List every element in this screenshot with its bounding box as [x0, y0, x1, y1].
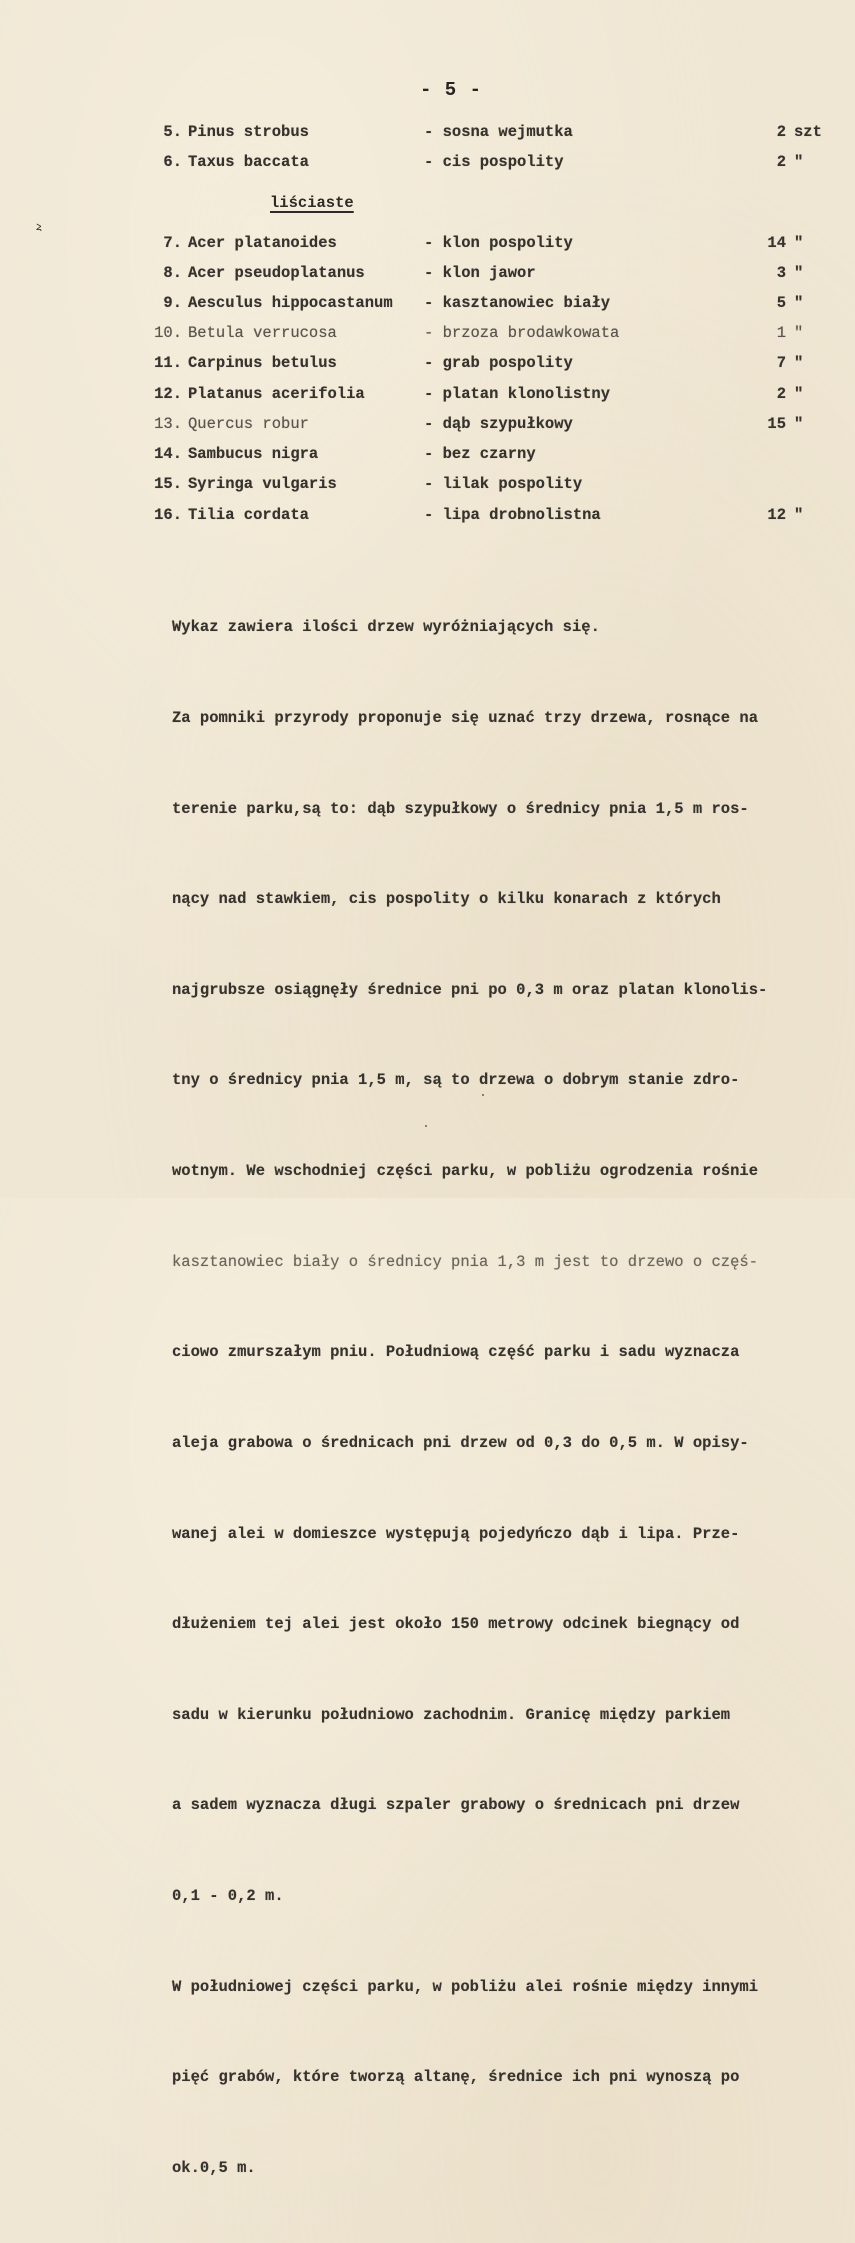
- polish-name: - cis pospolity: [424, 153, 564, 171]
- polish-name: - kasztanowiec biały: [424, 294, 611, 312]
- polish-name: - klon jawor: [424, 264, 536, 282]
- text-line: a sadem wyznacza długi szpaler grabowy o średnicach pni drzew: [172, 1796, 740, 1815]
- text-line: terenie parku,są to: dąb szypułkowy o średnicy pnia 1,5 m ros-: [172, 799, 749, 818]
- latin-name: 12. Platanus acerifolia: [154, 385, 365, 403]
- unit: ": [794, 234, 804, 252]
- text-line: Za pomniki przyrody proponuje się uznać trzy drzewa, rosnące na: [172, 709, 758, 728]
- polish-name: - bez czarny: [424, 445, 536, 463]
- quantity: 12: [767, 506, 786, 524]
- unit: ": [794, 324, 804, 342]
- latin-name: 14. Sambucus nigra: [154, 445, 319, 463]
- text-line: nący nad stawkiem, cis pospolity o kilku konarach z których: [172, 890, 721, 909]
- latin-name: 13. Quercus robur: [154, 415, 309, 433]
- latin-name: 11. Carpinus betulus: [154, 354, 337, 372]
- text-line: dłużeniem tej alei jest około 150 metrowy odcinek biegnący od: [172, 1615, 740, 1634]
- latin-name: 8. Acer pseudoplatanus: [163, 264, 365, 282]
- text-line: kasztanowiec biały o średnicy pnia 1,3 m jest to drzewo o częś-: [172, 1252, 758, 1271]
- text-line: ciowo zmurszałym pniu. Południową część parku i sadu wyznacza: [172, 1343, 740, 1362]
- quantity: 2: [776, 123, 786, 141]
- text-line: 0,1 - 0,2 m.: [172, 1886, 284, 1905]
- quantity: 15: [767, 415, 786, 433]
- polish-name: - dąb szypułkowy: [424, 415, 573, 433]
- polish-name: - grab pospolity: [424, 354, 573, 372]
- quantity: 5: [776, 294, 786, 312]
- quantity: 3: [776, 264, 786, 282]
- unit: ": [794, 294, 804, 312]
- text-line: najgrubsze osiągnęły średnice pni po 0,3 m oraz platan klonolis-: [172, 980, 768, 999]
- latin-name: 15. Syringa vulgaris: [154, 475, 337, 493]
- polish-name: - platan klonolistny: [424, 385, 611, 403]
- polish-name: - brzoza brodawkowata: [424, 324, 620, 342]
- polish-name: - lipa drobnolistna: [424, 506, 601, 524]
- text-line: W południowej części parku, w pobliżu alei rośnie między innymi: [172, 1977, 758, 1996]
- text-line: ok.0,5 m.: [172, 2158, 256, 2177]
- page-number: - 5 -: [420, 79, 483, 101]
- text-line: pięć grabów, które tworzą altanę, średnice ich pni wynoszą po: [172, 2068, 740, 2087]
- latin-name: 10. Betula verrucosa: [154, 324, 337, 342]
- paper-speck: [425, 1125, 427, 1127]
- text-line: wotnym. We wschodniej części parku, w pobliżu ogrodzenia rośnie: [172, 1162, 758, 1181]
- text-line: sadu w kierunku południowo zachodnim. Granicę między parkiem: [172, 1705, 731, 1724]
- margin-mark: ⲹ: [36, 220, 42, 234]
- latin-name: 7. Acer platanoides: [163, 234, 337, 252]
- quantity: 7: [776, 354, 786, 372]
- polish-name: - lilak pospolity: [424, 475, 583, 493]
- latin-name: 6. Taxus baccata: [163, 153, 309, 171]
- polish-name: - klon pospolity: [424, 234, 573, 252]
- polish-name: - sosna wejmutka: [424, 123, 573, 141]
- latin-name: 9. Aesculus hippocastanum: [163, 294, 393, 312]
- quantity: 14: [767, 234, 786, 252]
- text-line: wanej alei w domieszce występują pojedyńczo dąb i lipa. Prze-: [172, 1524, 740, 1543]
- unit: ": [794, 264, 804, 282]
- text-line: Wykaz zawiera ilości drzew wyróżniających się.: [172, 618, 600, 637]
- body-text: [172, 552, 832, 2243]
- section-heading-deciduous: liściaste: [270, 194, 354, 212]
- latin-name: 16. Tilia cordata: [154, 506, 309, 524]
- unit: ": [794, 153, 804, 171]
- quantity: 2: [776, 385, 786, 403]
- paper-speck: [482, 1094, 484, 1096]
- unit: ": [794, 385, 804, 403]
- unit: ": [794, 506, 804, 524]
- text-line: aleja grabowa o średnicach pni drzew od 0,3 do 0,5 m. W opisy-: [172, 1433, 749, 1452]
- quantity: 2: [776, 153, 786, 171]
- unit: szt: [794, 123, 822, 141]
- latin-name: 5. Pinus strobus: [163, 123, 309, 141]
- unit: ": [794, 415, 804, 433]
- unit: ": [794, 354, 804, 372]
- quantity: 1: [776, 324, 786, 342]
- text-line: tny o średnicy pnia 1,5 m, są to drzewa o dobrym stanie zdro-: [172, 1071, 740, 1090]
